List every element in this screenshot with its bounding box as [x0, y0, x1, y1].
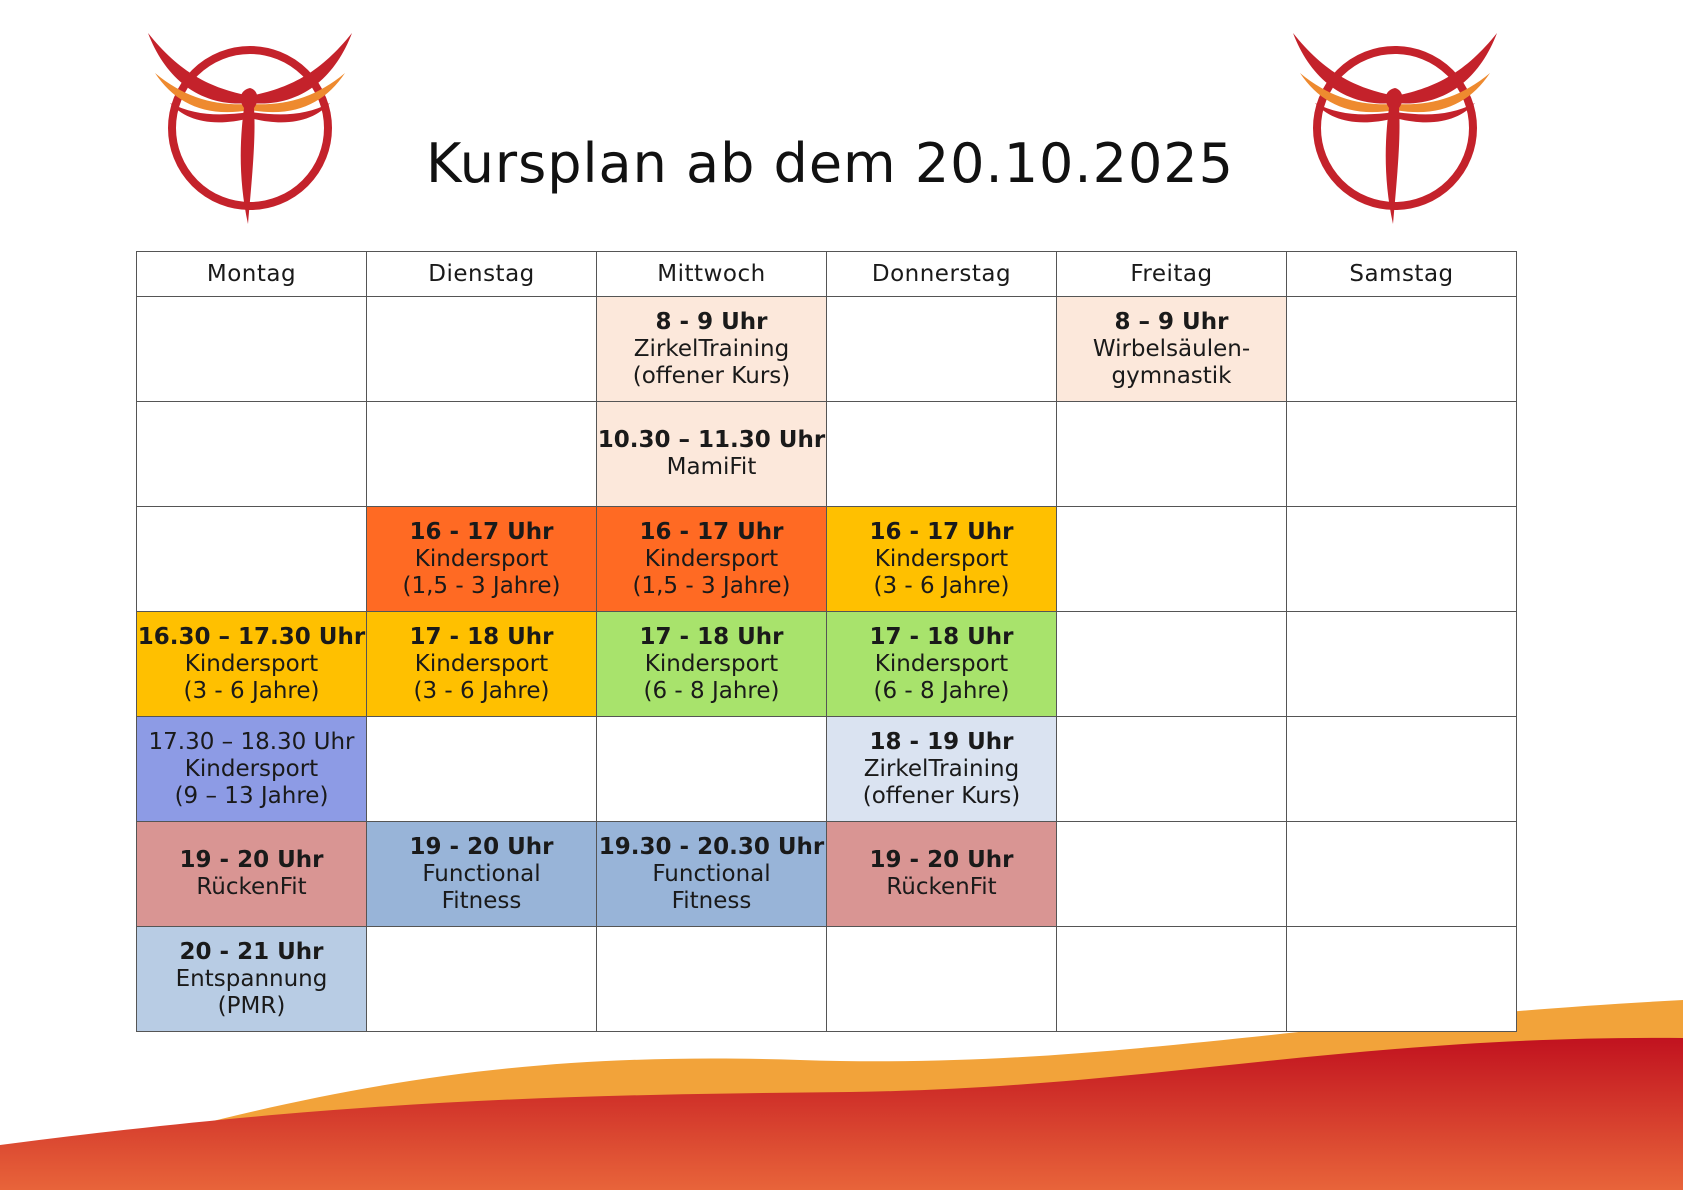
course-detail: Fitness: [671, 887, 752, 914]
course-time: 16.30 – 17.30 Uhr: [137, 623, 366, 650]
course-detail: (offener Kurs): [862, 782, 1021, 809]
course-detail: gymnastik: [1111, 362, 1232, 389]
course-detail: (6 - 8 Jahre): [643, 677, 780, 704]
course-time: 8 – 9 Uhr: [1114, 308, 1229, 335]
empty-cell: [367, 927, 597, 1032]
empty-cell: [1287, 822, 1517, 927]
day-header-freitag: Freitag: [1057, 252, 1287, 297]
course-detail: Kindersport: [644, 650, 779, 677]
course-cell: [367, 612, 597, 717]
course-cell: [827, 507, 1057, 612]
empty-cell: [1057, 927, 1287, 1032]
day-header-montag: Montag: [137, 252, 367, 297]
empty-cell: [137, 507, 367, 612]
schedule-table: [136, 251, 1517, 1032]
course-cell: [367, 507, 597, 612]
course-time: 17 - 18 Uhr: [409, 623, 554, 650]
course-time: 18 - 19 Uhr: [869, 728, 1014, 755]
empty-cell: [827, 297, 1057, 402]
course-detail: Fitness: [441, 887, 522, 914]
schedule-header-row: [137, 252, 1517, 297]
course-detail: Entspannung: [175, 965, 328, 992]
course-cell: [827, 612, 1057, 717]
empty-cell: [1287, 927, 1517, 1032]
empty-cell: [367, 402, 597, 507]
course-detail: Kindersport: [184, 755, 319, 782]
schedule-row: [137, 822, 1517, 927]
course-cell: [597, 612, 827, 717]
empty-cell: [1057, 822, 1287, 927]
course-time: 16 - 17 Uhr: [639, 518, 784, 545]
course-cell: [827, 717, 1057, 822]
empty-cell: [1057, 612, 1287, 717]
course-detail: (9 – 13 Jahre): [174, 782, 329, 809]
empty-cell: [1057, 717, 1287, 822]
schedule-row: [137, 297, 1517, 402]
schedule-body: [137, 297, 1517, 1032]
course-detail: (offener Kurs): [632, 362, 791, 389]
schedule-row: [137, 402, 1517, 507]
course-detail: Kindersport: [414, 650, 549, 677]
schedule-row: [137, 927, 1517, 1032]
course-detail: 17.30 – 18.30 Uhr: [148, 728, 355, 755]
course-time: 17 - 18 Uhr: [869, 623, 1014, 650]
day-header-samstag: Samstag: [1287, 252, 1517, 297]
course-detail: Functional: [422, 860, 541, 887]
course-detail: ZirkelTraining: [633, 335, 790, 362]
course-detail: ZirkelTraining: [863, 755, 1020, 782]
empty-cell: [827, 927, 1057, 1032]
course-detail: Kindersport: [414, 545, 549, 572]
course-detail: (1,5 - 3 Jahre): [402, 572, 561, 599]
empty-cell: [367, 717, 597, 822]
course-time: 19 - 20 Uhr: [869, 847, 1014, 873]
page-title: Kursplan ab dem 20.10.2025: [425, 132, 1235, 195]
empty-cell: [137, 297, 367, 402]
course-time: 8 - 9 Uhr: [655, 308, 768, 335]
course-time: 19.30 - 20.30 Uhr: [598, 833, 825, 860]
course-time: 16 - 17 Uhr: [869, 518, 1014, 545]
course-cell: [137, 927, 367, 1032]
schedule-row: [137, 612, 1517, 717]
day-header-donnerstag: Donnerstag: [827, 252, 1057, 297]
phoenix-logo-right: [1285, 28, 1515, 228]
course-detail: (3 - 6 Jahre): [183, 677, 320, 704]
schedule-row: [137, 507, 1517, 612]
course-cell: [597, 507, 827, 612]
course-detail: RückenFit: [196, 874, 307, 900]
course-detail: RückenFit: [886, 874, 997, 900]
course-cell: [597, 402, 827, 507]
course-cell: [597, 297, 827, 402]
course-detail: Wirbelsäulen-: [1092, 335, 1251, 362]
course-cell: [597, 822, 827, 927]
empty-cell: [1287, 717, 1517, 822]
phoenix-logo-left: [140, 28, 370, 228]
course-detail: Kindersport: [644, 545, 779, 572]
course-detail: (3 - 6 Jahre): [413, 677, 550, 704]
course-detail: (3 - 6 Jahre): [873, 572, 1010, 599]
course-detail: Kindersport: [184, 650, 319, 677]
course-detail: Functional: [652, 860, 771, 887]
course-cell: [137, 612, 367, 717]
course-cell: [1057, 297, 1287, 402]
course-time: 19 - 20 Uhr: [179, 847, 324, 873]
course-detail: Kindersport: [874, 650, 1009, 677]
course-detail: (1,5 - 3 Jahre): [632, 572, 791, 599]
course-detail: MamiFit: [666, 454, 757, 480]
course-time: 20 - 21 Uhr: [179, 938, 324, 965]
empty-cell: [1057, 402, 1287, 507]
empty-cell: [1287, 402, 1517, 507]
empty-cell: [597, 717, 827, 822]
course-detail: Kindersport: [874, 545, 1009, 572]
course-detail: (6 - 8 Jahre): [873, 677, 1010, 704]
empty-cell: [1287, 612, 1517, 717]
course-cell: [367, 822, 597, 927]
course-cell: [827, 822, 1057, 927]
empty-cell: [1287, 297, 1517, 402]
empty-cell: [827, 402, 1057, 507]
schedule-row: [137, 717, 1517, 822]
day-header-dienstag: Dienstag: [367, 252, 597, 297]
empty-cell: [367, 297, 597, 402]
day-header-mittwoch: Mittwoch: [597, 252, 827, 297]
empty-cell: [137, 402, 367, 507]
course-time: 16 - 17 Uhr: [409, 518, 554, 545]
course-time: 10.30 – 11.30 Uhr: [597, 427, 826, 453]
course-time: 19 - 20 Uhr: [409, 833, 554, 860]
empty-cell: [597, 927, 827, 1032]
course-time: 17 - 18 Uhr: [639, 623, 784, 650]
course-detail: (PMR): [217, 992, 286, 1019]
empty-cell: [1057, 507, 1287, 612]
empty-cell: [1287, 507, 1517, 612]
course-cell: [137, 717, 367, 822]
course-cell: [137, 822, 367, 927]
